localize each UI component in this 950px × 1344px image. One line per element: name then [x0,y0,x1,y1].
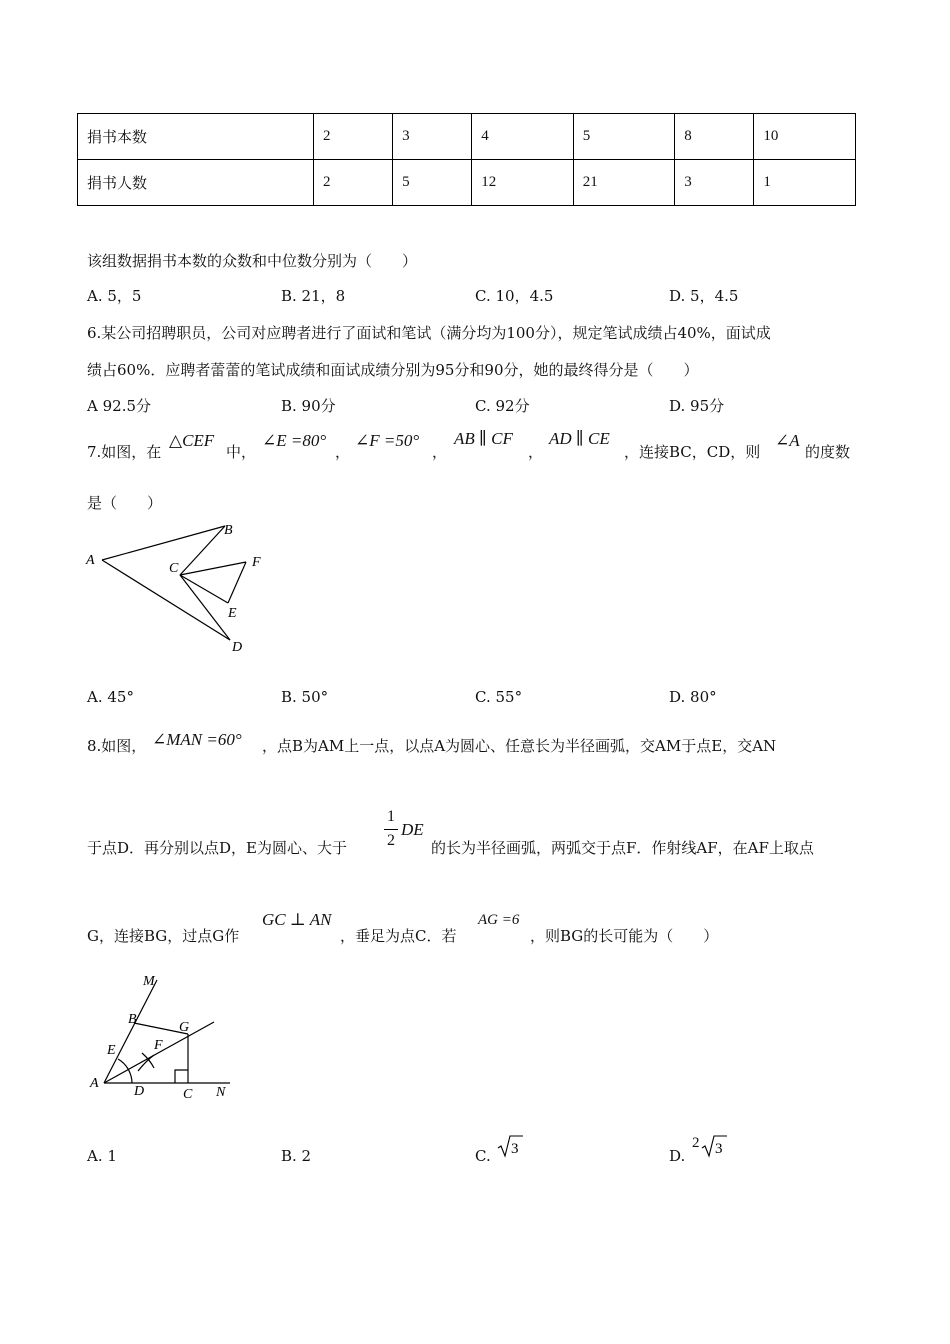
q5-option-c: C. 10，4.5 [475,287,554,305]
point-label-b: B [128,1012,137,1027]
fraction-variable-de: DE [401,820,424,839]
point-label-e: E [228,606,237,621]
point-label-f: F [252,555,261,570]
q7-option-b: B. 50° [281,688,329,706]
q7-text: 中， [226,443,257,461]
table-cell: 21 [573,160,675,206]
q8-figure [80,965,250,1105]
q7-stem-line2: 是（ ） [87,494,163,512]
q7-text: ，连接BC，CD，则 [624,443,761,461]
table-cell: 10 [754,114,856,160]
fraction-denominator: 2 [387,832,395,849]
point-label-b: B [224,523,233,538]
table-cell: 5 [393,160,472,206]
sqrt-symbol [496,1133,524,1159]
point-label-m: M [143,974,155,989]
sqrt-radicand: 3 [715,1141,723,1157]
q7-option-d: D. 80° [669,688,717,706]
q8-option-b: B. 2 [281,1147,312,1165]
point-label-c: C [183,1087,193,1102]
q7-text: ， [335,443,351,461]
q5-option-a: A. 5，5 [87,287,142,305]
point-label-f: F [154,1038,163,1053]
q7-parallel-ab-cf: AB ∥ CF [454,429,513,448]
point-label-d: D [134,1084,145,1099]
fraction-numerator: 1 [387,808,395,825]
sqrt-radicand: 3 [511,1141,519,1157]
table-cell: 2 [313,114,392,160]
point-label-a: A [90,1076,99,1091]
point-label-e: E [107,1043,116,1058]
q7-text: 的度数 [805,443,851,461]
q8-stem-line3b: ，垂足为点C．若 [340,927,457,945]
sqrt-coefficient: 2 [692,1135,700,1151]
table-row [78,114,856,160]
q6-stem-line1: 6.某公司招聘职员，公司对应聘者进行了面试和笔试（满分均为100分），规定笔试成绩占40%，面试成 [87,324,771,342]
q5-option-d: D. 5，4.5 [669,287,739,305]
q7-angle-e: ∠E =80° [262,431,327,450]
point-label-c: C [169,561,179,576]
table-cell: 3 [393,114,472,160]
fraction-bar [384,829,398,830]
q6-stem-line2: 绩占60%．应聘者蕾蕾的笔试成绩和面试成绩分别为95分和90分，她的最终得分是（ ） [87,361,699,379]
q6-option-d: D. 95分 [669,397,725,415]
q8-stem-line2a: 于点D．再分别以点D，E为圆心、大于 [87,839,348,857]
table-row [78,160,856,206]
q8-stem-line1: ，点B为AM上一点，以点A为圆心、任意长为半径画弧，交AM于点E，交AN [262,737,777,755]
q8-stem-prefix: 8.如图， [87,737,147,755]
table-cell: 5 [573,114,675,160]
donation-table [77,113,856,206]
table-cell: 3 [675,160,754,206]
table-cell: 12 [472,160,574,206]
q7-option-c: C. 55° [475,688,523,706]
q7-triangle-cef: △CEF [169,431,215,450]
q7-angle-a: ∠A [775,431,800,450]
q7-figure [80,515,280,660]
q8-perpendicular-gc-an: GC ⊥ AN [262,910,332,929]
q7-text: ， [432,443,448,461]
table-cell: 1 [754,160,856,206]
q6-option-c: C. 92分 [475,397,530,415]
q7-option-a: A. 45° [87,688,134,706]
point-label-n: N [216,1085,226,1100]
q5-stem: 该组数据捐书本数的众数和中位数分别为（ ） [87,252,418,270]
q8-stem-line3c: ，则BG的长可能为（ ） [530,927,719,945]
q7-angle-f: ∠F =50° [355,431,420,450]
row-header: 捐书本数 [78,114,314,160]
point-label-a: A [86,553,95,568]
q8-option-a: A. 1 [87,1147,117,1165]
row-header: 捐书人数 [78,160,314,206]
sqrt-symbol [700,1133,728,1159]
q8-stem-line2b: 的长为半径画弧，两弧交于点F．作射线AF，在AF上取点 [431,839,814,857]
table-cell: 2 [313,160,392,206]
point-label-g: G [179,1020,190,1035]
q8-stem-line3a: G，连接BG，过点G作 [87,927,240,945]
q8-option-d: D. [669,1147,686,1165]
table-cell: 4 [472,114,574,160]
q7-text: ， [528,443,544,461]
table-cell: 8 [675,114,754,160]
q8-option-c: C. [475,1147,491,1165]
q8-angle-man: ∠MAN =60° [152,730,242,749]
q6-option-a: A 92.5分 [87,397,151,415]
q5-option-b: B. 21，8 [281,287,346,305]
q8-ag-value: AG =6 [478,912,520,928]
point-label-d: D [232,640,243,655]
q7-parallel-ad-ce: AD ∥ CE [549,429,610,448]
q6-option-b: B. 90分 [281,397,336,415]
q7-stem-prefix: 7.如图，在 [87,443,162,461]
